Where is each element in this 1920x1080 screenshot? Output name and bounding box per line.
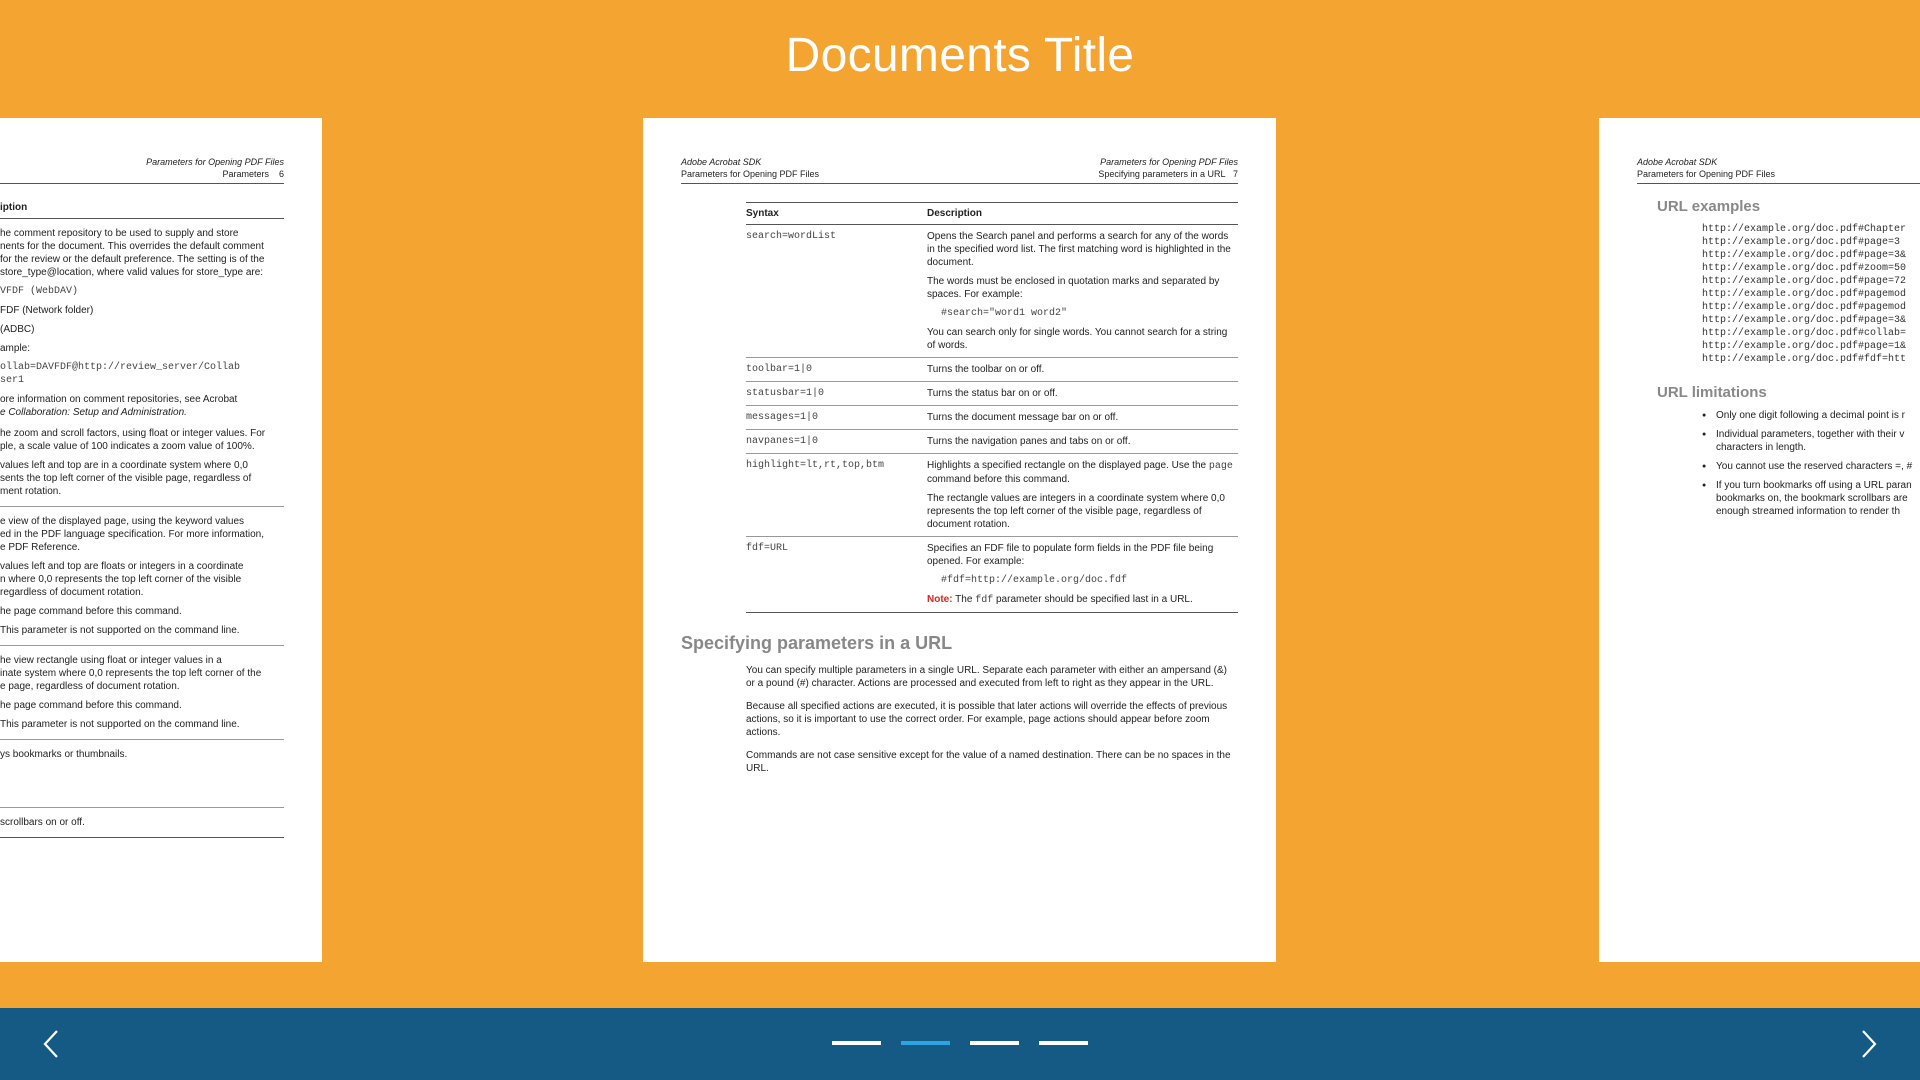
description-cell: [927, 454, 1238, 537]
list-item: ment rotation.: [0, 485, 284, 507]
document-page-next[interactable]: [1599, 118, 1920, 962]
list-item: http://example.org/doc.pdf#Chapter: [1702, 224, 1907, 235]
description-text: Opens the Search panel and performs a search for any of the words in the specified word list. The first matching word is highlighted in the document.: [927, 231, 1231, 268]
note: [927, 593, 1238, 607]
description-cell: Turns the status bar on or off.: [927, 382, 1238, 406]
table-row: [746, 406, 1238, 430]
header-section: Parameters: [222, 169, 269, 179]
chevron-right-icon[interactable]: [1852, 1028, 1884, 1060]
list-item: ● Only one digit following a decimal point is r: [1702, 409, 1920, 422]
table-row: [746, 225, 1238, 358]
list-item: http://example.org/doc.pdf#fdf=htt: [1702, 354, 1907, 365]
header-doc-title: Parameters for Opening PDF Files: [146, 157, 284, 167]
page-dot-2[interactable]: [901, 1041, 950, 1045]
list-item: ● If you turn bookmarks off using a URL paran bookmarks on, the bookmark scrollbars are enough streamed information to render th: [1702, 479, 1920, 518]
page-dot-4[interactable]: [1039, 1041, 1088, 1045]
page-number: 6: [278, 169, 284, 179]
list-item: scrollbars on or off.: [0, 816, 284, 838]
list-item: values left and top are floats or integers in a coordinate: [0, 561, 244, 572]
syntax-cell: messages=1|0: [746, 406, 927, 430]
list-item: e view of the displayed page, using the keyword values: [0, 516, 245, 527]
description-text: Specifies an FDF file to populate form fields in the PDF file being opened. For example:: [927, 543, 1214, 567]
chevron-left-icon[interactable]: [36, 1028, 68, 1060]
note-label: Note:: [927, 594, 953, 605]
list-item: ore information on comment repositories, see Acrobat: [0, 394, 238, 405]
list-item: ollab=DAVFDF@http://review_server/Collab: [0, 362, 241, 373]
list-item: http://example.org/doc.pdf#pagemod: [1702, 289, 1907, 300]
list-item: This parameter is not supported on the command line.: [0, 624, 284, 646]
note-text: The: [955, 594, 973, 605]
description-cell: Turns the toolbar on or off.: [927, 358, 1238, 382]
description-cell: Turns the navigation panes and tabs on or off.: [927, 430, 1238, 454]
list-item: n where 0,0 represents the top left corner of the visible: [0, 574, 242, 585]
list-item: http://example.org/doc.pdf#page=1&: [1702, 341, 1907, 352]
list-item: http://example.org/doc.pdf#zoom=50: [1702, 263, 1907, 274]
description-cell: [927, 225, 1238, 358]
list-item: http://example.org/doc.pdf#page=3: [1702, 237, 1901, 248]
syntax-cell: highlight=lt,rt,top,btm: [746, 454, 927, 537]
document-page-previous[interactable]: [0, 118, 322, 962]
list-item: ample:: [0, 343, 31, 354]
section-heading: Specifying parameters in a URL: [681, 633, 953, 653]
table-row: [746, 382, 1238, 406]
code-example: #search="word1 word2": [941, 308, 1068, 319]
page-header: [0, 156, 284, 184]
page-indicator: [832, 1041, 1088, 1045]
list-item: ed in the PDF language specification. For more information,: [0, 529, 265, 540]
table-row: [746, 430, 1238, 454]
note-text: parameter should be specified last in a URL.: [995, 594, 1193, 605]
header-sdk-title: Adobe Acrobat SDK: [681, 157, 762, 167]
description-text: [927, 459, 1238, 486]
section-heading: URL limitations: [1657, 384, 1767, 401]
list-item: he view rectangle using float or integer values in a: [0, 655, 222, 666]
list-item: he comment repository to be used to supply and store: [0, 228, 239, 239]
page-header: [681, 156, 1238, 184]
table-row: [746, 454, 1238, 537]
paragraph: Commands are not case sensitive except for the value of a named destination. There can be no spaces in the URL.: [746, 750, 1231, 774]
table-row: [746, 537, 1238, 613]
list-item: http://example.org/doc.pdf#page=3&: [1702, 250, 1907, 261]
inline-code: page: [1208, 461, 1233, 472]
page-dot-3[interactable]: [970, 1041, 1019, 1045]
list-item: http://example.org/doc.pdf#page=3&: [1702, 315, 1907, 326]
list-item: ● You cannot use the reserved characters =, #: [1702, 460, 1920, 473]
description-text: Highlights a specified rectangle on the displayed page. Use the: [927, 460, 1207, 471]
syntax-cell: toolbar=1|0: [746, 358, 927, 382]
syntax-cell: navpanes=1|0: [746, 430, 927, 454]
list-item: http://example.org/doc.pdf#page=72: [1702, 276, 1907, 287]
list-item: nents for the document. This overrides the default comment: [0, 241, 264, 252]
list-item: http://example.org/doc.pdf#collab=: [1702, 328, 1907, 339]
list-item: (ADBC): [0, 324, 35, 335]
list-item: e Collaboration: Setup and Administration.: [0, 407, 187, 418]
list-item: sents the top left corner of the visible page, regardless of: [0, 473, 252, 484]
description-text: You can search only for single words. You cannot search for a string of words.: [927, 327, 1228, 351]
document-page-current[interactable]: [643, 118, 1276, 962]
page-dot-1[interactable]: [832, 1041, 881, 1045]
table-header-row: [746, 203, 1238, 225]
syntax-cell: fdf=URL: [746, 537, 927, 613]
list-item: he page command before this command.: [0, 700, 182, 711]
list-item: FDF (Network folder): [0, 305, 94, 316]
syntax-cell: search=wordList: [746, 225, 927, 358]
description-cell: [927, 537, 1238, 613]
list-item: values left and top are in a coordinate system where 0,0: [0, 460, 248, 471]
column-header-description: Description: [927, 203, 1238, 225]
header-section: Specifying parameters in a URL: [1098, 169, 1226, 179]
list-item: for the review or the default preference. The setting is of the: [0, 254, 265, 265]
list-item: he page command before this command.: [0, 606, 182, 617]
paragraph: You can specify multiple parameters in a single URL. Separate each parameter with either an ampersand (&) or a pound (#) character. Actions are processed and executed from left to right as they appear in the URL.: [746, 665, 1227, 689]
column-header-syntax: Syntax: [746, 203, 927, 225]
list-item: inate system where 0,0 represents the top left corner of the: [0, 668, 262, 679]
table-header: iption: [0, 202, 284, 219]
list-item: e PDF Reference.: [0, 542, 81, 553]
description-text: The rectangle values are integers in a coordinate system where 0,0 represents the top left corner of the visible page, regardless of document rotation.: [927, 493, 1225, 530]
list-item: he zoom and scroll factors, using float or integer values. For: [0, 428, 266, 439]
list-item: This parameter is not supported on the command line.: [0, 718, 284, 740]
pager-bar: [0, 1008, 1920, 1080]
code-example: #fdf=http://example.org/doc.fdf: [941, 575, 1128, 586]
description-text: command before this command.: [927, 474, 1070, 485]
limitations-list: [1702, 409, 1920, 518]
section-body: [681, 664, 1238, 775]
list-item: VFDF (WebDAV): [0, 286, 79, 297]
url-example-list: [1702, 223, 1920, 366]
page-number: 7: [1232, 169, 1238, 179]
list-item: regardless of document rotation.: [0, 587, 144, 598]
list-item: ● Individual parameters, together with their v characters in length.: [1702, 428, 1920, 454]
header-doc-title: Parameters for Opening PDF Files: [1637, 169, 1776, 179]
description-text: The words must be enclosed in quotation marks and separated by spaces. For example:: [927, 276, 1220, 300]
paragraph: Because all specified actions are executed, it is possible that later actions will override the effects of previous actions, so it is important to use the correct order. For example, page actions should appear before zoom actions.: [746, 701, 1228, 738]
page-header: [1637, 156, 1920, 184]
section-heading: URL examples: [1657, 198, 1761, 215]
parameters-table: [746, 202, 1238, 613]
list-item: ys bookmarks or thumbnails.: [0, 748, 284, 808]
truncated-description-list: [0, 227, 284, 838]
header-sdk-title: Adobe Acrobat SDK: [1637, 157, 1718, 167]
table-row: [746, 358, 1238, 382]
list-item: ple, a scale value of 100 indicates a zoom value of 100%.: [0, 441, 255, 452]
description-cell: Turns the document message bar on or off.: [927, 406, 1238, 430]
list-item: store_type@location, where valid values for store_type are:: [0, 267, 264, 278]
list-item: http://example.org/doc.pdf#pagemod: [1702, 302, 1907, 313]
header-doc-title: Parameters for Opening PDF Files: [681, 169, 820, 179]
list-item: ser1: [0, 375, 25, 386]
syntax-cell: statusbar=1|0: [746, 382, 927, 406]
header-chapter: Parameters for Opening PDF Files: [1100, 157, 1238, 167]
page-title: Documents Title: [785, 29, 1135, 82]
list-item: e page, regardless of document rotation.: [0, 681, 180, 692]
inline-code: fdf: [975, 595, 994, 606]
